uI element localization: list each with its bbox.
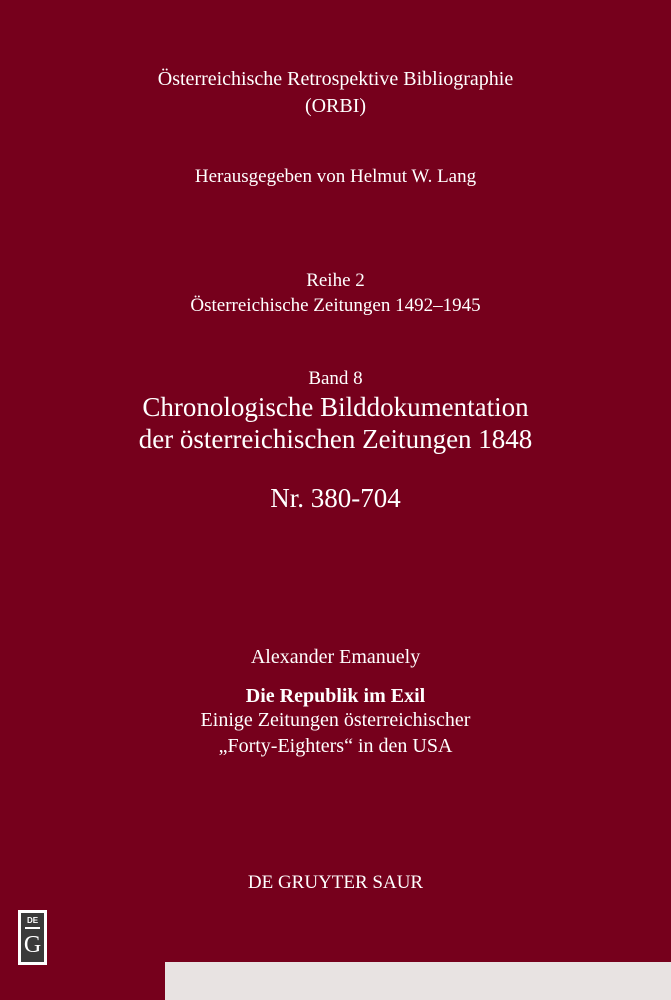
logo-divider — [25, 927, 40, 929]
band-label: Band 8 — [308, 368, 363, 389]
author-name: Alexander Emanuely — [250, 646, 421, 668]
logo-g-letter: G — [23, 932, 42, 958]
work-subtitle-line2: „Forty-Eighters“ in den USA — [218, 735, 453, 757]
reihe-title: Österreichische Zeitungen 1492–1945 — [190, 295, 481, 316]
bottom-label-strip — [165, 962, 671, 1000]
band-number: Nr. 380-704 — [270, 483, 401, 513]
work-subtitle-line1: Einige Zeitungen österreichischer — [200, 709, 471, 731]
reihe-label: Reihe 2 — [306, 270, 365, 291]
publisher-name: DE GRUYTER SAUR — [247, 872, 424, 893]
editor-line: Herausgegeben von Helmut W. Lang — [194, 166, 477, 187]
series-abbreviation: (ORBI) — [304, 95, 367, 117]
series-title: Österreichische Retrospektive Bibliographie — [157, 68, 514, 90]
band-title-line2: der österreichischen Zeitungen 1848 — [138, 424, 533, 454]
work-title: Die Republik im Exil — [245, 685, 426, 707]
logo-de-text: DE — [26, 916, 39, 925]
de-gruyter-logo — [18, 910, 47, 965]
band-title-line1: Chronologische Bilddokumentation — [142, 392, 529, 422]
